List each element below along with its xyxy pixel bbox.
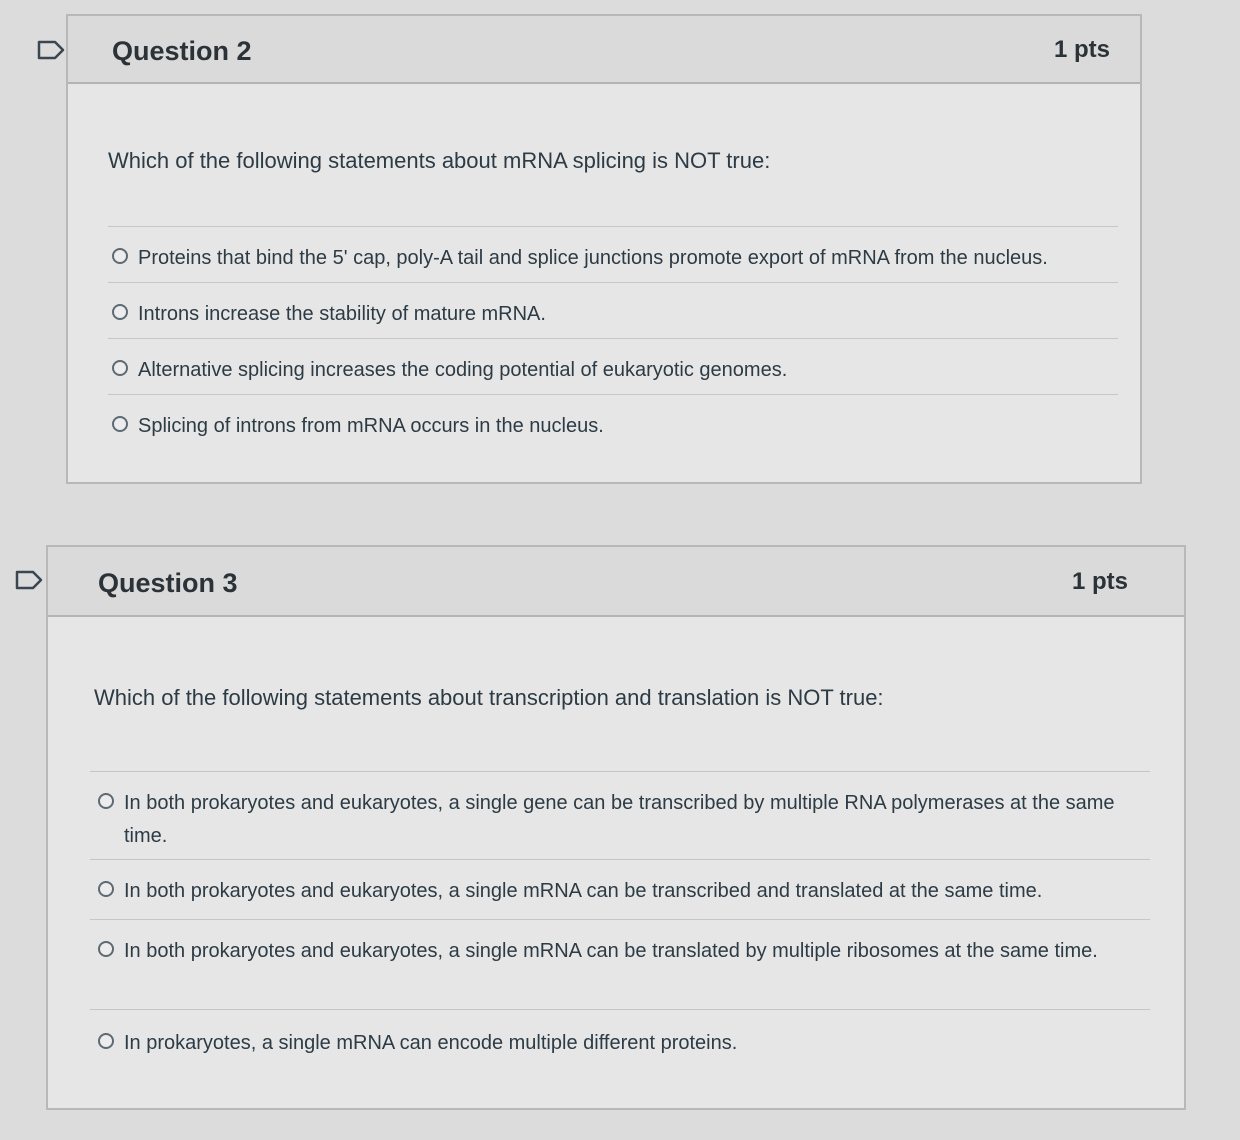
radio-button[interactable] [98,881,114,897]
answer-label: Alternative splicing increases the coding potential of eukaryotic genomes. [138,359,788,381]
question-header [48,547,1184,617]
answer-option[interactable] [112,410,1122,443]
divider [108,282,1118,283]
answer-label: Introns increase the stability of mature mRNA. [138,303,546,325]
divider [108,394,1118,395]
divider [90,859,1150,860]
question-card [46,545,1186,1110]
answer-option[interactable] [98,935,1138,968]
divider [108,226,1118,227]
question-prompt: Which of the following statements about transcription and translation is NOT true: [94,685,884,710]
divider [90,1009,1150,1010]
answer-option[interactable] [98,875,1138,908]
answer-option[interactable] [112,298,1122,331]
radio-button[interactable] [112,304,128,320]
flag-question-icon[interactable] [37,40,67,60]
question-points: 1 pts [1053,36,1110,63]
divider [90,771,1150,772]
answer-label: In both prokaryotes and eukaryotes, a single mRNA can be transcribed and translated at the same time. [124,880,1043,902]
radio-button[interactable] [98,793,114,809]
answer-option[interactable] [112,354,1122,387]
answer-option[interactable] [98,1027,1138,1060]
answer-label: Proteins that bind the 5' cap, poly-A tail and splice junctions promote export of mRNA from the nucleus. [138,247,1048,269]
answer-option[interactable] [98,787,1138,853]
question-title: Question 3 [98,568,238,598]
flag-question-icon[interactable] [15,570,45,590]
divider [90,919,1150,920]
question-header [68,16,1140,84]
question-prompt: Which of the following statements about mRNA splicing is NOT true: [108,148,771,173]
radio-button[interactable] [112,360,128,376]
divider [108,338,1118,339]
radio-button[interactable] [112,248,128,264]
answer-option[interactable] [112,242,1122,275]
answer-label: Splicing of introns from mRNA occurs in the nucleus. [138,415,604,437]
answer-label: In prokaryotes, a single mRNA can encode multiple different proteins. [124,1032,738,1054]
radio-button[interactable] [98,1033,114,1049]
question-title: Question 2 [112,36,252,66]
radio-button[interactable] [112,416,128,432]
answer-label: In both prokaryotes and eukaryotes, a single gene can be transcribed by multiple RNA polymerases at the same time. [124,792,1115,847]
question-card [66,14,1142,484]
answer-label: In both prokaryotes and eukaryotes, a single mRNA can be translated by multiple ribosomes at the same time. [124,940,1098,962]
question-points: 1 pts [1071,568,1128,595]
radio-button[interactable] [98,941,114,957]
